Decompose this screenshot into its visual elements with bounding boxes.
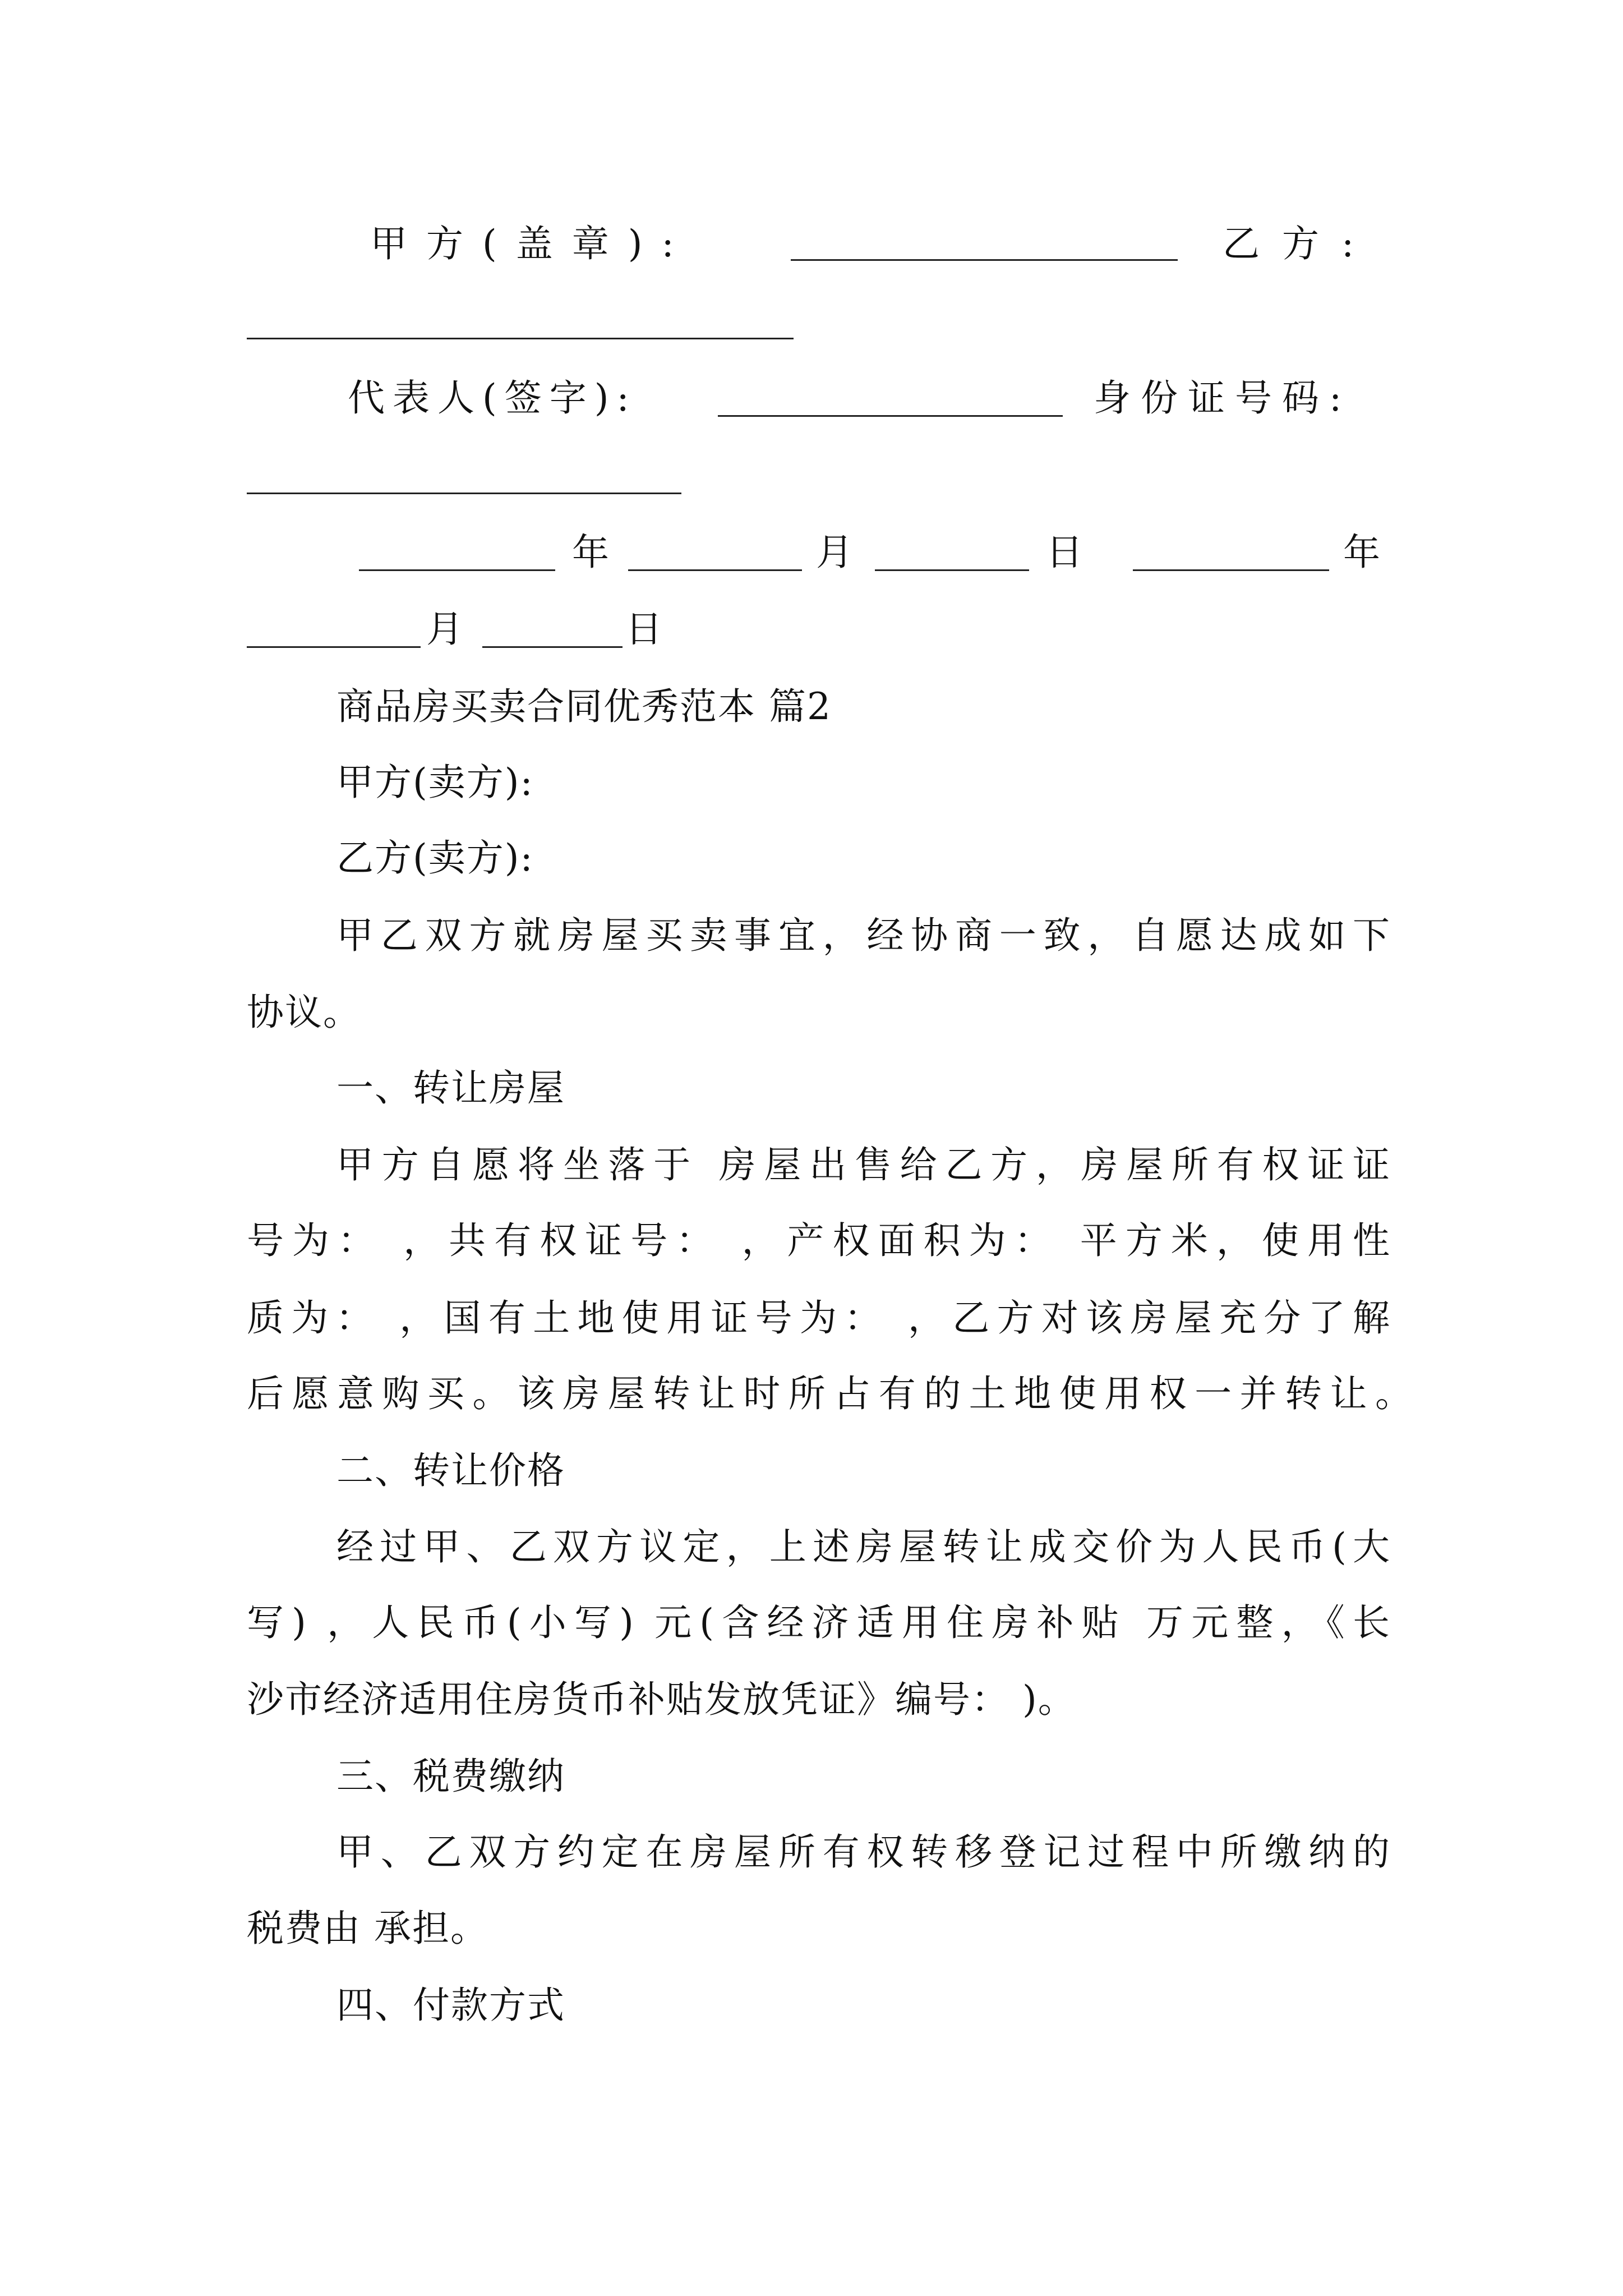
year-label-1: 年 (572, 531, 609, 574)
id-number-label: 身份证号码: (1094, 376, 1352, 420)
clause-3-heading: 三、税费缴纳 (336, 1755, 565, 1798)
month-blank-2 (247, 646, 421, 648)
clause-2-line-1: 经过甲、乙双方议定，上述房屋转让成交价为人民币(大 (336, 1525, 1391, 1568)
clause-1-line-2: 号为： ，共有权证号： ，产权面积为： 平方米，使用性 (247, 1219, 1391, 1262)
id-number-blank (247, 493, 681, 494)
clause-4-heading: 四、付款方式 (336, 1984, 565, 2027)
month-label-2: 月 (426, 608, 463, 651)
clause-3-line-1: 甲、乙双方约定在房屋所有权转移登记过程中所缴纳的 (336, 1830, 1391, 1874)
day-blank-2 (482, 646, 623, 648)
representative-blank (718, 415, 1063, 417)
year-blank-2 (1133, 569, 1329, 571)
clause-1-line-4: 后愿意购买。该房屋转让时所占有的土地使用权一并转让。 (247, 1372, 1413, 1415)
day-label-2: 日 (625, 608, 662, 651)
clause-1-line-1: 甲方自愿将坐落于 房屋出售给乙方，房屋所有权证证 (336, 1143, 1391, 1186)
clause-2-line-3: 沙市经济适用住房货币补贴发放凭证》编号： )。 (247, 1678, 1076, 1721)
party-b-label: 乙方: (1223, 222, 1377, 265)
clause-2-line-2: 写) ，人民币(小写) 元(含经济适用住房补贴 万元整，《长 (247, 1601, 1391, 1644)
day-blank-1 (875, 569, 1029, 571)
party-a-seal-blank (791, 259, 1178, 261)
month-label-1: 月 (816, 531, 853, 574)
day-label-1: 日 (1046, 531, 1083, 574)
year-label-2: 年 (1343, 531, 1380, 574)
party-b-blank (247, 338, 794, 339)
year-blank-1 (359, 569, 555, 571)
section-title: 商品房买卖合同优秀范本 篇2 (336, 685, 832, 728)
party-a: 甲方(卖方): (336, 761, 534, 804)
clause-1-heading: 一、转让房屋 (336, 1066, 565, 1110)
clause-1-line-3: 质为： ，国有土地使用证号为： ，乙方对该房屋充分了解 (247, 1296, 1391, 1340)
intro-line-2: 协议。 (247, 991, 361, 1034)
clause-3-line-2: 税费由 承担。 (247, 1907, 488, 1950)
party-a-seal-label: 甲方(盖章): (370, 222, 693, 265)
month-blank-1 (628, 569, 802, 571)
clause-2-heading: 二、转让价格 (336, 1449, 565, 1492)
party-b: 乙方(卖方): (336, 836, 534, 880)
intro-line-1: 甲乙双方就房屋买卖事宜，经协商一致，自愿达成如下 (336, 914, 1391, 957)
representative-label: 代表人(签字): (348, 376, 637, 420)
